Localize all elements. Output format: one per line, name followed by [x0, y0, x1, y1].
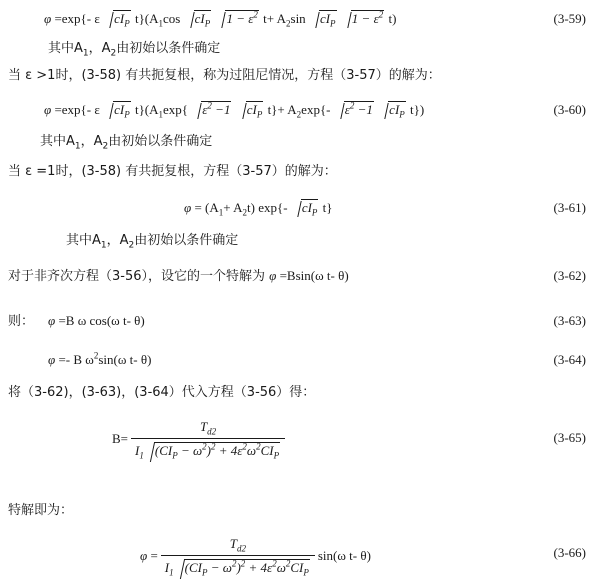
particular-line: 特解即为：	[8, 503, 74, 518]
equation-number: (3-66)	[553, 545, 586, 560]
equation-number: (3-62)	[553, 268, 586, 283]
equation-3-60: φ =exp{- ε $cI_P$ $t\}(A_1\exp${ $\varepsilon^2 -1$ $cI_P$ $t\}+ A_2\exp\{-$ $\varepsilon^2 -1$ $cI_P$ t})	[44, 100, 425, 120]
condition-line: 当 ε =1时，(3-58) 有共扼复根，方程（3-57）的解为：	[8, 164, 337, 179]
equation-number: (3-59)	[553, 11, 586, 26]
nonhomogeneous-line: 对于非齐次方程（3-56），设它的一个特解为 φ =Bsin(ω t- θ)	[8, 268, 349, 284]
condition-line: 当 ε >1时，(3-58) 有共扼复根，称为过阻尼情况，方程（3-57）的解为：	[8, 68, 441, 83]
equation-number: (3-64)	[553, 352, 586, 367]
equation-3-59: φ =exp{- ε $cI_P$ $t\}(A_1\cos$ $cI_P$ $1 - \varepsilon^2$ $t+ A_2\sin$ $cI_P$ $1 - \varepsilon^2$ t)	[44, 9, 397, 29]
equation-3-61: $\varphi = (A_1+ A_2t)$ exp{- $cI_P$ t}	[184, 200, 333, 218]
note-line: 其中$A_1$，$A_2$由初始以条件确定	[66, 233, 239, 251]
equation-number: (3-63)	[553, 313, 586, 328]
equation-number: (3-61)	[553, 200, 586, 215]
equation-3-66: φ = $\frac{T_{d2}}{I_1 (CI_P - \omega^2)^2 + 4\varepsilon^2\omega^2CI_P}$ sin(ω t- θ)	[140, 536, 371, 578]
note-line: 其中$A_1$，$A_2$由初始以条件确定	[40, 134, 213, 152]
equation-number: (3-65)	[553, 430, 586, 445]
equation-number: (3-60)	[553, 102, 586, 117]
equation-3-64: φ =- B $\omega^2\sin(\omega$ t- θ)	[48, 350, 152, 367]
equation-3-65: B= $\frac{T_{d2}}{I_1 (CI_P - \omega^2)^2 + 4\varepsilon^2\omega^2CI_P}$	[112, 417, 288, 461]
equation-3-63: 则： φ =B ω cos(ω t- θ)	[8, 313, 145, 329]
substitute-line: 将（3-62)，(3-63)，(3-64）代入方程（3-56）得：	[8, 385, 316, 400]
note-line: 其中$A_1$，$A_2$由初始以条件确定	[48, 41, 221, 59]
